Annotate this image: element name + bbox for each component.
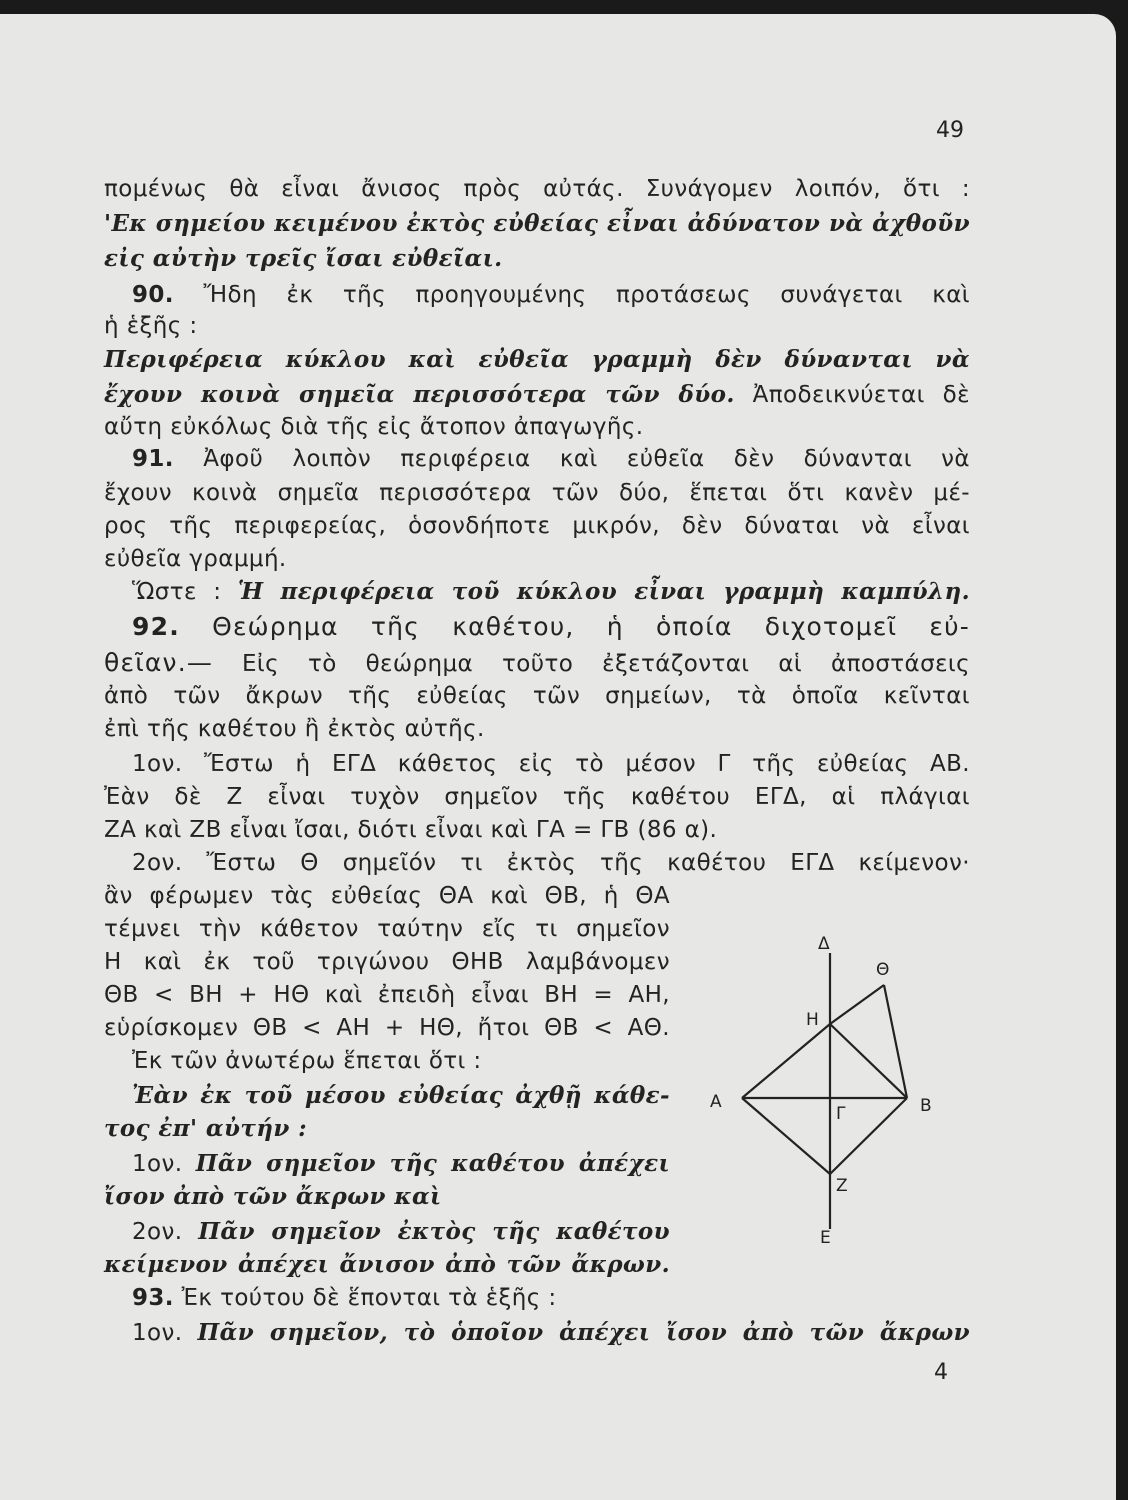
text-line-18: 1ον. Ἔστω ἡ ΕΓΔ κάθετος εἰς τὸ μέσον Γ τῆς εὐθείας ΑΒ.: [132, 751, 970, 777]
text: Ἀποδεικνύεται δὲ: [752, 382, 970, 408]
section-92-heading: [132, 612, 970, 642]
text-line-26: εὑρίσκομεν ΘΒ < ΑΗ + ΗΘ, ἤτοι ΘΒ < ΑΘ.: [104, 1015, 670, 1041]
text-line-11: ρος τῆς περιφερείας, ὁσονδήποτε μικρόν, δὲν δύναται νὰ εἶναι: [104, 513, 970, 539]
label-H: Η: [806, 1010, 819, 1030]
text: Ἐκ τούτου δὲ ἕπονται τὰ ἑξῆς :: [181, 1285, 557, 1311]
text-line-24: Η καὶ ἐκ τοῦ τριγώνου ΘΗΒ λαμβάνομεν: [104, 949, 670, 975]
theorem-line-10: [132, 1318, 970, 1348]
text-line-17: ἐπὶ τῆς καθέτου ἢ ἐκτὸς αὐτῆς.: [104, 716, 485, 742]
text-line-27: Ἐκ τῶν ἀνωτέρω ἕπεται ὅτι :: [132, 1048, 482, 1074]
text-line-1: πομένως θὰ εἶναι ἄνισος πρὸς αὐτάς. Συνάγομεν λοιπόν, ὅτι :: [104, 176, 970, 202]
label-G: Γ: [836, 1104, 846, 1124]
item-number: 1ον.: [132, 1320, 183, 1346]
theorem-line-5: τος ἐπ' αὐτήν :: [104, 1115, 308, 1142]
text-line-19: Ἐὰν δὲ Ζ εἶναι τυχὸν σημεῖον τῆς καθέτου ΕΓΔ, αἱ πλάγιαι: [104, 784, 970, 810]
page-number: 49: [936, 118, 964, 143]
theorem-line-8: [132, 1217, 670, 1247]
theorem-line-2: εἰς αὐτὴν τρεῖς ἴσαι εὐθεῖαι.: [104, 245, 503, 272]
theorem-line-3: Περιφέρεια κύκλου καὶ εὐθεῖα γραμμὴ δὲν δύνανται νὰ: [104, 346, 970, 373]
text-line-10: ἔχουν κοινὰ σημεῖα περισσότερα τῶν δύο, ἕπεται ὅτι κανὲν μέ-: [104, 480, 970, 506]
item-number: 1ον.: [132, 1151, 183, 1177]
section-90: [132, 280, 970, 310]
label-D: Δ: [818, 934, 830, 954]
theorem-fragment: Πᾶν σημεῖον ἐκτὸς τῆς καθέτου: [198, 1218, 670, 1245]
text-line-5: ἡ ἑξῆς :: [104, 313, 198, 339]
text-line-23: τέμνει τὴν κάθετον ταύτην εἴς τι σημεῖον: [104, 916, 670, 942]
text-line-13: [132, 577, 970, 607]
section-number: 92.: [132, 612, 180, 641]
section-number: 90.: [132, 282, 174, 308]
item-number: 2ον.: [132, 1219, 183, 1245]
theorem-fragment: Πᾶν σημεῖον, τὸ ὁποῖον ἀπέχει ἴσον ἀπὸ τῶν ἄκρων: [197, 1319, 970, 1346]
book-page: [0, 14, 1116, 1500]
theorem-fragment: ἔχουν κοινὰ σημεῖα περισσότερα τῶν δύο.: [104, 381, 735, 408]
section-93: [132, 1283, 670, 1313]
text-line-12: εὐθεῖα γραμμή.: [104, 546, 287, 572]
signature-mark: 4: [934, 1360, 948, 1385]
text: Ὥστε :: [132, 579, 222, 605]
text-line-21: 2ον. Ἔστω Θ σημεῖόν τι ἐκτὸς τῆς καθέτου ΕΓΔ κείμενον·: [132, 850, 970, 876]
text-line-8: αὔτη εὐκόλως διὰ τῆς εἰς ἄτοπον ἀπαγωγῆς.: [104, 414, 644, 440]
perpendicular-bisector-figure: [690, 929, 960, 1249]
text: Εἰς τὸ θεώρημα τοῦτο ἐξετάζονται αἱ ἀποστάσεις: [242, 651, 970, 677]
theorem-fragment: Πᾶν σημεῖον τῆς καθέτου ἀπέχει: [195, 1150, 670, 1177]
text: Ἤδη ἐκ τῆς προηγουμένης προτάσεως συνάγεται καὶ: [203, 282, 970, 308]
theorem-line-1: 'Εκ σημείου κειμένου ἐκτὸς εὐθείας εἶναι ἀδύνατον νὰ ἀχθοῦν: [104, 210, 970, 237]
segment-H-Theta: [830, 985, 884, 1024]
label-Theta: Θ: [876, 960, 890, 980]
label-A: Α: [710, 1092, 722, 1112]
text-line-7: [104, 380, 970, 410]
label-B: Β: [920, 1096, 932, 1116]
segment-Theta-B: [884, 985, 907, 1098]
heading: Θεώρημα τῆς καθέτου, ἡ ὁποία διχοτομεῖ εὐ-: [212, 612, 970, 641]
text-line-15: [104, 648, 970, 679]
heading: θεῖαν.—: [104, 648, 214, 677]
theorem-line-9: κείμενον ἀπέχει ἄνισον ἀπὸ τῶν ἄκρων.: [104, 1251, 670, 1278]
text-line-20: ΖΑ καὶ ΖΒ εἶναι ἴσαι, διότι εἶναι καὶ ΓΑ = ΓΒ (86 α).: [104, 817, 718, 843]
segment-AH: [742, 1024, 830, 1098]
text-line-22: ἂν φέρωμεν τὰς εὐθείας ΘΑ καὶ ΘΒ, ἡ ΘΑ: [104, 883, 670, 909]
section-number: 91.: [132, 446, 174, 472]
segment-AZ: [742, 1098, 830, 1174]
text-line-25: ΘΒ < ΒΗ + ΗΘ καὶ ἐπειδὴ εἶναι ΒΗ = ΑΗ,: [104, 982, 670, 1008]
label-Z: Ζ: [836, 1176, 848, 1196]
text: Ἀφοῦ λοιπὸν περιφέρεια καὶ εὐθεῖα δὲν δύνανται νὰ: [203, 446, 970, 472]
theorem-line-6: [132, 1149, 670, 1179]
theorem-line-4: Ἐὰν ἐκ τοῦ μέσου εὐθείας ἀχθῇ κάθε-: [132, 1082, 670, 1109]
section-91: [132, 444, 970, 474]
segment-HB: [830, 1024, 907, 1098]
label-E: Ε: [820, 1228, 831, 1248]
theorem-line-7: ἴσον ἀπὸ τῶν ἄκρων καὶ: [104, 1183, 442, 1210]
theorem-fragment: Ἡ περιφέρεια τοῦ κύκλου εἶναι γραμμὴ καμπύλη.: [237, 578, 970, 605]
section-number: 93.: [132, 1285, 174, 1311]
text-line-16: ἀπὸ τῶν ἄκρων τῆς εὐθείας τῶν σημείων, τὰ ὁποῖα κεῖνται: [104, 683, 970, 709]
